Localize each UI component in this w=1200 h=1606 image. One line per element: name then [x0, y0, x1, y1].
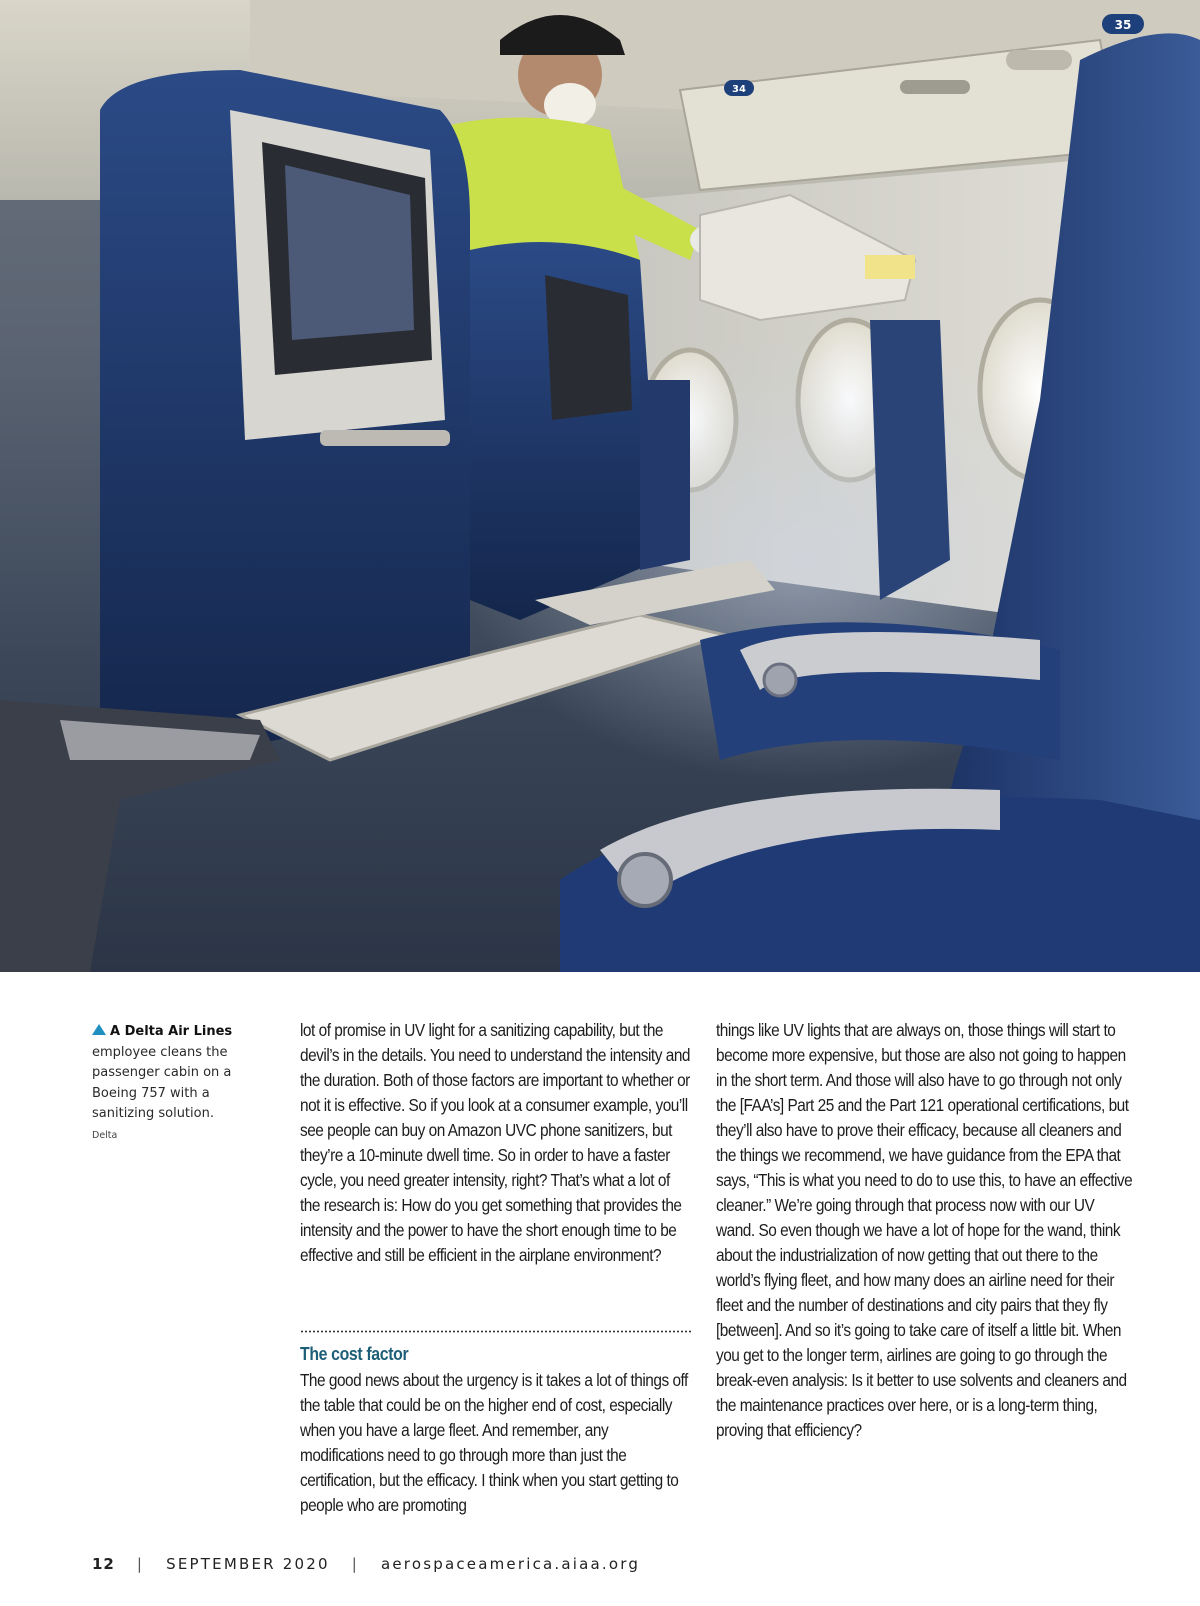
row-number-placard: [724, 80, 754, 96]
article-column-1-continued: [300, 1368, 692, 1518]
page-number: 12: [92, 1555, 115, 1573]
article-paragraph: The good news about the urgency is it takes a lot of things off the table that could be on the higher end of cost, especially when you have a large fleet. And remember, any modifications need to go through more than just the certification, but the efficacy. I think when you start getting to people who are promoting: [300, 1370, 688, 1515]
svg-text:34: 34: [732, 84, 746, 95]
article-column-2: [716, 1018, 1133, 1443]
section-subhead: The cost factor: [300, 1344, 409, 1364]
footer-separator: |: [136, 1555, 145, 1573]
section-divider: [300, 1330, 692, 1333]
page-footer: [92, 1553, 640, 1575]
footer-separator: |: [351, 1555, 359, 1573]
article-column-1: [300, 1018, 692, 1268]
photo-credit: Delta: [92, 1129, 118, 1141]
photo-caption: [92, 1022, 252, 1143]
article-paragraph: things like UV lights that are always on, those things will start to become more expensive, but those are also not going to happen in the short term. And those will also have to go through not only the [FAA’s] Part 25 and the Part 121 operational certifications, but they’ll also have to prove their efficacy, because all cleaners and the things we recommend, we have guidance from the EPA that says, “This is what you need to do to use this, to have an effective cleaner.” We’re going through that process now with our UV wand. So even though we have a lot of hope for the wand, think about the industrialization of now getting that out there to the world’s flying fleet, and how many does an airline need for their fleet and the number of destinations and city pairs that they fly [between]. And so it’s going to take care of itself a little bit. When you get to the longer term, airlines are going to go through the break-even analysis: Is it better to use solvents and cleaners and the maintenance practices over here, or is a long-term thing, proving that efficiency?: [716, 1020, 1133, 1440]
article-paragraph: lot of promise in UV light for a sanitizing capability, but the devil’s in the details. You need to understand the intensity and the duration. Both of those factors are important to whether or not it is effective. So if you look at a consumer example, you’ll see people can buy on Amazon UVC phone sanitizers, but they’re a 10-minute dwell time. So in order to have a faster cycle, you need greater intensity, right? That’s what a lot of the research is: How do you get something that provides the intensity and the power to have the short enough time to be effective and still be efficient in the airplane environment?: [300, 1020, 690, 1265]
row-number-placard: [1102, 14, 1144, 34]
svg-text:35: 35: [1114, 18, 1132, 32]
issue-date: SEPTEMBER 2020: [166, 1555, 330, 1573]
caption-text: employee cleans the passenger cabin on a Boeing 757 with a sanitizing solution.: [92, 1044, 232, 1121]
caption-triangle-icon: [92, 1024, 106, 1035]
caption-lead: A Delta Air Lines: [110, 1024, 233, 1039]
website-link[interactable]: aerospaceamerica.aiaa.org: [380, 1555, 641, 1573]
